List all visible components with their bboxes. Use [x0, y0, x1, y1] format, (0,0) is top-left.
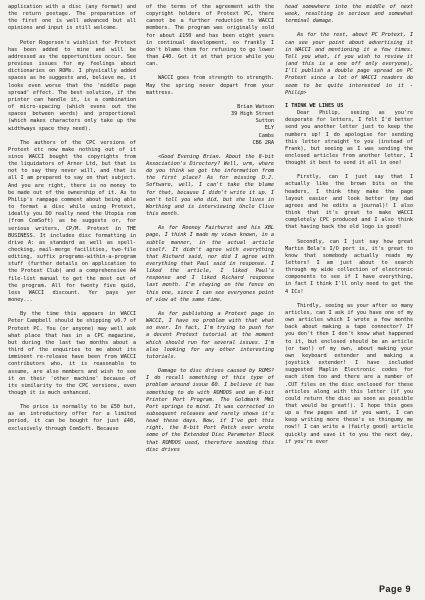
signature-line: Sutton — [255, 118, 274, 125]
signature-line: CB6 2RA — [252, 139, 274, 146]
editor-reply: As for Rooney Fairhurst and his XBL page, I think I made my views known, in a subtle manner, in the actual article itself. It didn't agree with everything that Richard said, nor did I agree with everything that Paul said in response. I liked the article, I liked Paul's response and I liked Richard response last month. I'm staying on the fence on this one, since I can see everyones point of view at the same time. — [146, 225, 274, 303]
signature-line: Brian Watson — [237, 103, 274, 110]
editor-reply: head somewhere into the middle of next week, resulting in serious and somewhat terminal damage. — [285, 4, 413, 25]
column-3 — [285, 4, 413, 564]
paragraph: Peter Rogerson's wishlist for Protext has been added to mine and will be addressed as the opportunities occur. See previous issues for my feelings about dictionaries on ROMs. I physically added spaces as he suggests and, believe me, it looks even worse that the 'middle page spread' effect. The best solution, if the printer can handle it, is a combination of micro-spacing (which evens out the spaces between words) and proportional (which makes characters only take up the widthways space they need). — [8, 39, 136, 132]
column-2 — [146, 4, 274, 564]
editor-reply: <Good Evening Brian. About the 8-bit Association's Directory? Well, urm, where do you think we got the information from the first place? As for missing D.J. Software, well, I can't take the blame for that, because I didn't write it up. I won't tell you who did, but she lives in Worthing and is interviewing Uncle Clive this month. — [146, 153, 274, 218]
signature-line: Cambs — [258, 132, 274, 139]
paragraph: Thirdly, seeing as your after so many articles, can I ask if you have one of my own articles which I wrote a few months back about making a tape connector? If you don't then I don't know what happened to it, but enclosed should be an article (or two!) of my own, about making your own keyboard extender and making a joystick extender! I have included suggested Maplin Electronic codes for each item too and there are a number of .CUT files on the disc enclosed for these articles along with this letter (if you could return the disc as soon as possible that would be great!). I hope this goes up a few pages and if you want, I can keep writing more these's so thingumy me now!! I can write a (fairly good) article quickly and save it to you the next day, if you're ever — [285, 302, 413, 445]
paragraph: The price is normally to be £50 but, as an introductory offer for a limited period, it can be bought for just £40, exclusively through ComSoft. Because — [8, 404, 136, 432]
paragraph: Dear Philip, seeing as you're desperate for letters, I felt I'd better send you another letter just to keep the numbers up! I do apologise for sending this letter straight to you (instead of Frank), but seeing as I was sending the enclosed articles from another letter, I thought it best to send it all in one! — [285, 110, 413, 167]
paragraph: of the terms of the agreement with the copyright holders of Protext PC, there cannot be a further reduction to WACCI members. The program was originally sold for about £150 and has been eight years in continual development, so frankly I don't blame them for refusing to go lower than £40. Get it at that price while you can. — [146, 4, 274, 68]
paragraph: WACCI goes from strength to strength. May the spring never depart from your mattress. — [146, 75, 274, 96]
page-number: Page 9 — [378, 584, 411, 594]
editor-reply: As for publishing a Protext page in WACCI, I have no problem with that what so ever. In fact, I'm trying to push for a decent Protext tutorial at the moment which should run for several issues. I'm also looking for any other interesting tutorials. — [146, 310, 274, 360]
paragraph: The authors of the CPC versions of Protext etc now make nothing out of it since WACCI bought the copyrights from the liquidators of Arnor Ltd, but that is not to say they never will, and that is all I am prepared to say on that subject. And you are right, there is no money to be made out of the ownership of it. As to Philip's rampage comment about being able to format a disc while using Protext, ideally you DO really need the Utopia rom (from ComSoft) as he suggests or, for serious writers, CP/M. Protext in THE BUSINESS. It includes disc formatting in drive A: as standard as well as spell-checking, mail-merge facilities, two-file editing, suffix programs-within-a-program stuff (further details on application to the Protext Club) and a comprehensive A4 file-list manual to get the most out of the program. All for twenty five quid, less WACCI discount. Yer pays yer money... — [8, 139, 136, 304]
signature-line: ELY — [264, 125, 274, 132]
editor-reply: As for the rest, about PC Protext, I can see your point about advertising it in WACCI and mentioning it a few times. Tell you what, if you wish to review it (and this is a one off only everyone), I'll publish a double page spread on PC Protext since a lot of WACCI readers do seem to be quite interested in it -Philip> — [285, 32, 413, 96]
editor-reply: Damage to disc drives caused by ROMS? I do recall something of this type of problem around issue 60. I believe it has something to do with ROMDOS and an 8-bit Printer Port Program. The Goldmark MW1 Port springs to mind. It was corrected in subsequent releases and rarely shows it's head these days. Now, if I've got this right, the 8-bit Port Patch ever wrote some of the Extended Disc Parameter Block that ROMDOS used, therefore sending this disc drives — [146, 368, 274, 453]
paragraph: By the time this appears in WACCI Peter Campbell should be shipping v6.7 of Protext PC. You (or anyone) may well ask what place that has in a CPC magazine, but during the last two months about a third of the enquiries to me about its imminent re-release have been from WACCI contributors who, it is reasonable to assume, are also members and wish to see it on their 'other machine' because of its similarity to the CPC versions, even though it is much enhanced. — [8, 311, 136, 396]
signature-line: 39 High Street — [231, 111, 274, 118]
letter-heading: I THINK WE LINES US — [285, 102, 344, 109]
paragraph: Secondly, can I just say how great Martin Bela's I/O port is, it's great to know that somebody actually reads my letters! I am just about to search through my wide collection of electronic components to see if I have everything, in fact I think I'll only need to get the 4 ICs! — [285, 238, 413, 295]
paragraph: Firstly, can I just say that I actually like the brown bits on the headers, I think they make the page layout easier and look better (my dad agrees and he edits a journal)! I also think that it's great to make WACCI completely CPC produced and I also think that having back the old logo is good! — [285, 174, 413, 231]
signature-block — [146, 104, 274, 147]
paragraph: application with a disc (any format) and the return postage. The preparation of the first one is well advanced but all opinions and input is still welcome. — [8, 4, 136, 32]
column-1 — [8, 4, 136, 564]
